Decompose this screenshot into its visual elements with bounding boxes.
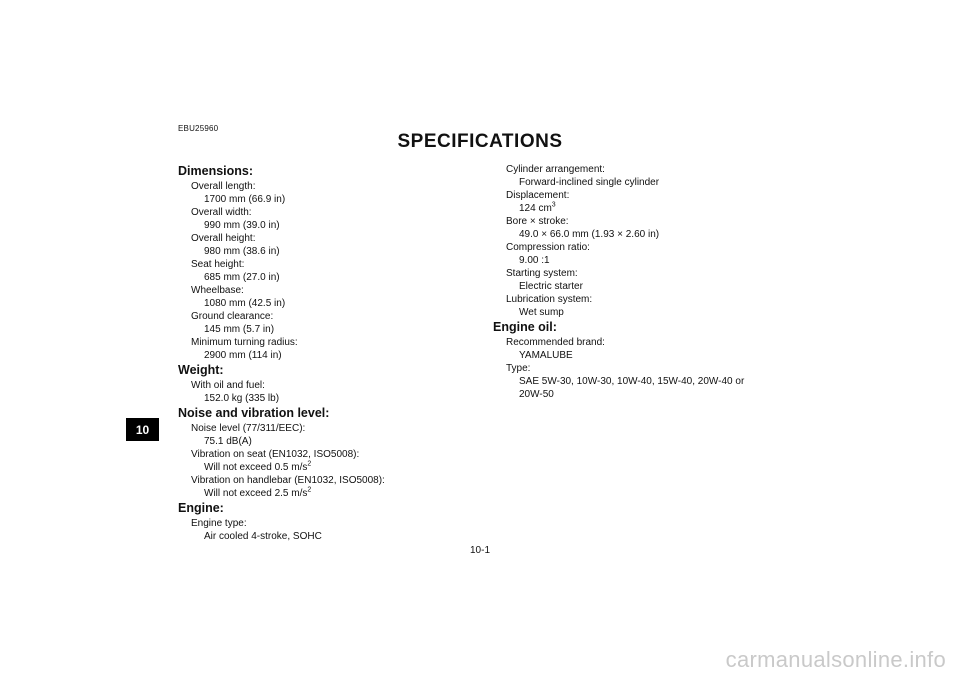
spec-label: Lubrication system: [506,294,593,305]
spec-value-text: Will not exceed 2.5 m/s [204,488,308,499]
spec-value: Air cooled 4-stroke, SOHC [204,531,322,542]
spec-value: YAMALUBE [519,350,573,361]
spec-label: Bore × stroke: [506,216,569,227]
spec-label: Starting system: [506,268,578,279]
specs-left-column [178,163,478,543]
spec-value [178,487,478,500]
document-code: EBU25960 [178,124,219,133]
spec-label: Vibration on seat (EN1032, ISO5008): [191,449,360,460]
spec-value [493,202,813,215]
spec-label: Engine type: [191,518,247,529]
spec-value: 1700 mm (66.9 in) [204,194,286,205]
section-title-engine-oil: Engine oil: [493,320,557,334]
spec-label: Overall width: [191,207,252,218]
spec-label: Recommended brand: [506,337,605,348]
spec-value: 990 mm (39.0 in) [204,220,280,231]
chapter-tab: 10 [126,418,159,441]
spec-label: Noise level (77/311/EEC): [191,423,306,434]
spec-label: Wheelbase: [191,285,244,296]
page-number: 10-1 [469,545,490,556]
spec-label: Seat height: [191,259,245,270]
spec-value: 2900 mm (114 in) [204,350,282,361]
spec-value: 152.0 kg (335 lb) [204,393,280,404]
spec-value: 75.1 dB(A) [204,436,252,447]
section-title-engine: Engine: [178,501,224,515]
spec-label: Compression ratio: [506,242,590,253]
spec-value: 145 mm (5.7 in) [204,324,275,335]
spec-value [178,461,478,474]
spec-value: 20W-50 [519,389,554,400]
spec-label: Vibration on handlebar (EN1032, ISO5008): [191,475,385,486]
spec-label: Displacement: [506,190,570,201]
spec-label: Overall length: [191,181,256,192]
superscript: 2 [307,460,312,468]
page-title: SPECIFICATIONS [397,131,563,152]
section-title-dimensions: Dimensions: [178,164,254,178]
spec-label: With oil and fuel: [191,380,265,391]
spec-label: Type: [506,363,531,374]
spec-label: Overall height: [191,233,256,244]
spec-value: SAE 5W-30, 10W-30, 10W-40, 15W-40, 20W-40 or [519,376,745,387]
spec-value: Forward-inclined single cylinder [519,177,660,188]
superscript: 3 [551,201,556,209]
spec-label: Cylinder arrangement: [506,164,605,175]
superscript: 2 [307,486,312,494]
spec-value: 49.0 × 66.0 mm (1.93 × 2.60 in) [519,229,660,240]
spec-label: Minimum turning radius: [191,337,298,348]
spec-value: 1080 mm (42.5 in) [204,298,286,309]
watermark: carmanualsonline.info [725,647,946,672]
spec-value: 685 mm (27.0 in) [204,272,280,283]
spec-value: Electric starter [519,281,583,292]
section-title-noise-vibration: Noise and vibration level: [178,406,330,420]
spec-value-text: 124 cm [519,203,552,214]
spec-value: 9.00 :1 [519,255,550,266]
spec-value: Wet sump [519,307,564,318]
spec-value: 980 mm (38.6 in) [204,246,280,257]
section-title-weight: Weight: [178,363,224,377]
specs-right-column [493,163,813,401]
spec-label: Ground clearance: [191,311,274,322]
spec-value-text: Will not exceed 0.5 m/s [204,462,308,473]
